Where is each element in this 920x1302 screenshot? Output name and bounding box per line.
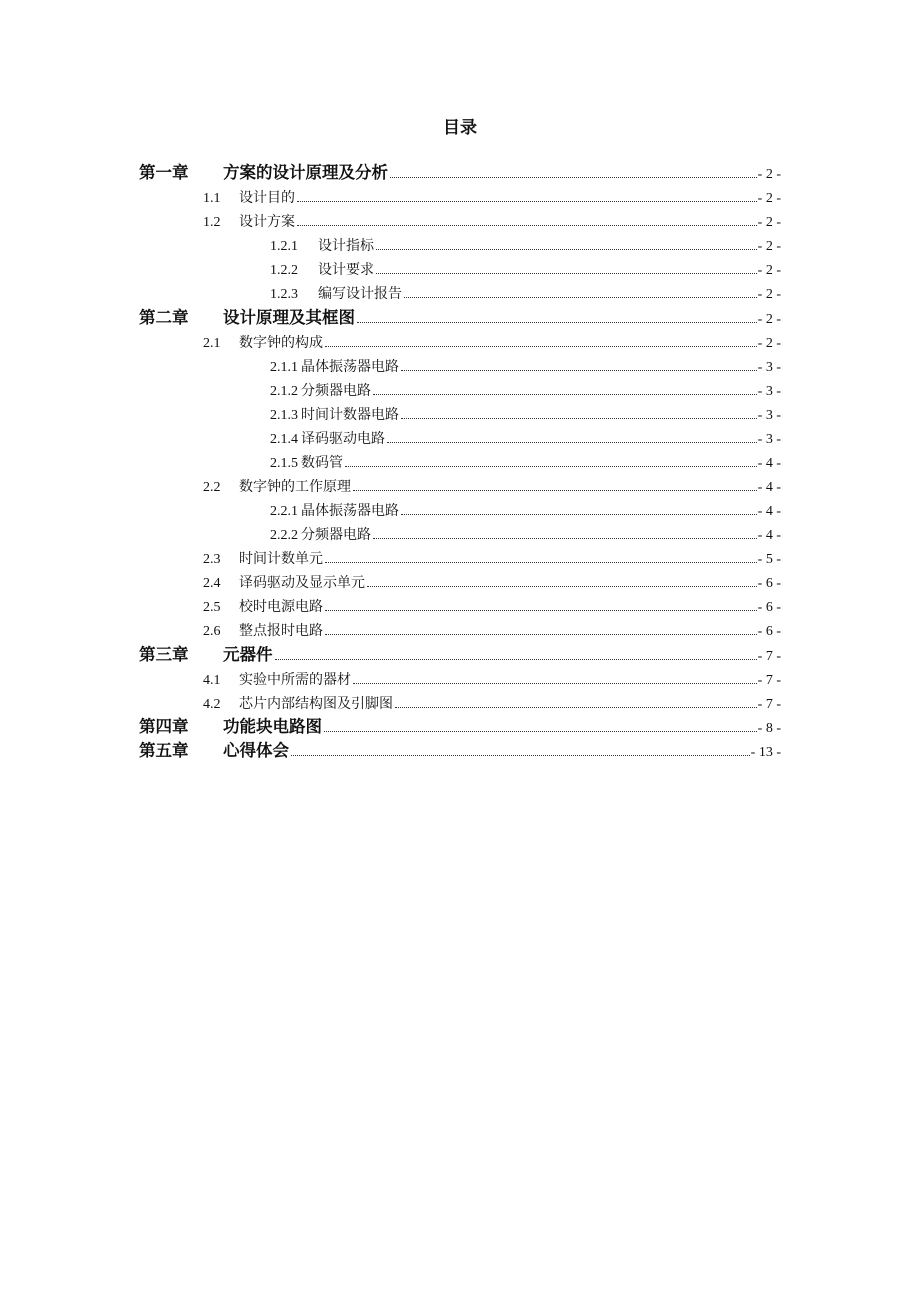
toc-title: 晶体振荡器电路 xyxy=(301,503,399,519)
toc-entry-subsection[interactable] xyxy=(270,233,781,255)
toc-title: 芯片内部结构图及引脚图 xyxy=(239,696,393,712)
toc-entry-subsection[interactable] xyxy=(270,426,781,448)
toc-title: 数字钟的工作原理 xyxy=(239,479,351,495)
toc-leader xyxy=(275,659,757,660)
toc-page: - 3 - xyxy=(757,360,781,375)
toc-number: 4.1 xyxy=(203,673,221,688)
toc-number: 2.5 xyxy=(203,600,221,615)
toc-title: 编写设计报告 xyxy=(318,286,402,302)
toc-number: 第四章 xyxy=(139,717,189,736)
toc-page: - 4 - xyxy=(757,528,781,543)
toc-number: 1.2 xyxy=(203,215,221,230)
toc-number: 第三章 xyxy=(139,645,189,664)
toc-leader xyxy=(353,490,757,491)
toc-page: - 3 - xyxy=(757,408,781,423)
toc-leader xyxy=(367,586,757,587)
toc-page: - 4 - xyxy=(757,480,781,495)
toc-entry-chapter[interactable] xyxy=(139,739,781,761)
toc-page: - 7 - xyxy=(757,649,781,664)
toc-entry-subsection[interactable] xyxy=(270,378,781,400)
toc-page: - 2 - xyxy=(757,312,781,327)
toc-entry-section[interactable] xyxy=(203,667,781,689)
toc-entry-subsection[interactable] xyxy=(270,498,781,520)
toc-entry-subsection[interactable] xyxy=(270,522,781,544)
toc-number: 2.4 xyxy=(203,576,221,591)
toc-leader xyxy=(325,346,757,347)
toc-page: - 6 - xyxy=(757,624,781,639)
toc-leader xyxy=(401,514,757,515)
toc-leader xyxy=(297,201,757,202)
toc-title: 译码驱动电路 xyxy=(301,431,385,447)
toc-leader xyxy=(387,442,757,443)
toc-page: - 2 - xyxy=(757,239,781,254)
toc-title: 时间计数器电路 xyxy=(301,407,399,423)
toc-page: - 7 - xyxy=(757,697,781,712)
toc-number: 2.1.3 xyxy=(270,408,298,423)
toc-number: 2.6 xyxy=(203,624,221,639)
toc-title: 元器件 xyxy=(223,645,273,664)
toc-leader xyxy=(325,562,757,563)
toc-title: 时间计数单元 xyxy=(239,551,323,567)
toc-number: 2.3 xyxy=(203,552,221,567)
toc-leader xyxy=(345,466,757,467)
toc-page: - 4 - xyxy=(757,456,781,471)
toc-entry-subsection[interactable] xyxy=(270,450,781,472)
toc-page: - 2 - xyxy=(757,215,781,230)
toc-title: 设计目的 xyxy=(239,190,295,206)
toc-number: 2.2 xyxy=(203,480,221,495)
toc-entry-subsection[interactable] xyxy=(270,402,781,424)
toc-entry-chapter[interactable] xyxy=(139,161,781,183)
toc-leader xyxy=(404,297,757,298)
toc-number: 2.1.5 xyxy=(270,456,298,471)
toc-title: 整点报时电路 xyxy=(239,623,323,639)
toc-title: 方案的设计原理及分析 xyxy=(223,163,388,182)
toc-number: 2.1.2 xyxy=(270,384,298,399)
toc-title: 实验中所需的器材 xyxy=(239,672,351,688)
toc-entry-subsection[interactable] xyxy=(270,257,781,279)
toc-number: 4.2 xyxy=(203,697,221,712)
toc-leader xyxy=(401,418,757,419)
toc-entry-subsection[interactable] xyxy=(270,354,781,376)
toc-number: 第二章 xyxy=(139,308,189,327)
toc-number: 2.1 xyxy=(203,336,221,351)
toc-number: 2.1.4 xyxy=(270,432,298,447)
toc-entry-subsection[interactable] xyxy=(270,281,781,303)
toc-leader xyxy=(325,634,757,635)
toc-entry-section[interactable] xyxy=(203,474,781,496)
toc-page: - 2 - xyxy=(757,263,781,278)
toc-title: 设计要求 xyxy=(318,262,374,278)
toc-entry-chapter[interactable] xyxy=(139,306,781,328)
toc-page: - 2 - xyxy=(757,287,781,302)
toc-entry-section[interactable] xyxy=(203,691,781,713)
toc-title: 设计指标 xyxy=(318,238,374,254)
toc-title: 分频器电路 xyxy=(301,527,371,543)
toc-title: 晶体振荡器电路 xyxy=(301,359,399,375)
toc-entry-section[interactable] xyxy=(203,570,781,592)
toc-entry-section[interactable] xyxy=(203,546,781,568)
toc-title: 设计原理及其框图 xyxy=(223,308,355,327)
toc-title: 分频器电路 xyxy=(301,383,371,399)
toc-page: - 3 - xyxy=(757,384,781,399)
toc-leader xyxy=(401,370,757,371)
toc-number: 1.2.3 xyxy=(270,287,298,302)
toc-leader xyxy=(376,273,757,274)
toc-entry-section[interactable] xyxy=(203,594,781,616)
toc-number: 2.2.2 xyxy=(270,528,298,543)
toc-leader xyxy=(357,322,757,323)
toc-leader xyxy=(297,225,757,226)
page-title: 目录 xyxy=(443,118,477,138)
toc-leader xyxy=(324,731,757,732)
toc-page: - 2 - xyxy=(757,336,781,351)
toc-page: - 3 - xyxy=(757,432,781,447)
toc-entry-chapter[interactable] xyxy=(139,643,781,665)
toc-page: - 6 - xyxy=(757,576,781,591)
toc-page: - 6 - xyxy=(757,600,781,615)
toc-title: 功能块电路图 xyxy=(223,717,322,736)
toc-leader xyxy=(390,177,757,178)
toc-leader xyxy=(353,683,757,684)
toc-title: 校时电源电路 xyxy=(239,599,323,615)
toc-page: - 5 - xyxy=(757,552,781,567)
toc-number: 1.1 xyxy=(203,191,221,206)
toc-leader xyxy=(291,755,750,756)
toc-page: - 2 - xyxy=(757,167,781,182)
toc-entry-section[interactable] xyxy=(203,618,781,640)
toc-number: 1.2.1 xyxy=(270,239,298,254)
toc-leader xyxy=(395,707,757,708)
toc-leader xyxy=(325,610,757,611)
toc-title: 数字钟的构成 xyxy=(239,335,323,351)
toc-page: - 2 - xyxy=(757,191,781,206)
toc-title: 数码管 xyxy=(301,455,343,471)
toc-leader xyxy=(373,394,757,395)
toc-number: 1.2.2 xyxy=(270,263,298,278)
toc-page: - 13 - xyxy=(750,745,781,760)
toc-number: 2.2.1 xyxy=(270,504,298,519)
toc-page: - 7 - xyxy=(757,673,781,688)
toc-number: 第五章 xyxy=(139,741,189,760)
toc-entry-section[interactable] xyxy=(203,185,781,207)
toc-title: 译码驱动及显示单元 xyxy=(239,575,365,591)
toc-title: 设计方案 xyxy=(239,214,295,230)
toc-leader xyxy=(376,249,757,250)
toc-page: - 8 - xyxy=(757,721,781,736)
toc-leader xyxy=(373,538,757,539)
toc-number: 第一章 xyxy=(139,163,189,182)
toc-page: - 4 - xyxy=(757,504,781,519)
toc-number: 2.1.1 xyxy=(270,360,298,375)
toc-entry-chapter[interactable] xyxy=(139,715,781,737)
toc-entry-section[interactable] xyxy=(203,209,781,231)
toc-title: 心得体会 xyxy=(223,741,289,760)
toc-entry-section[interactable] xyxy=(203,330,781,352)
